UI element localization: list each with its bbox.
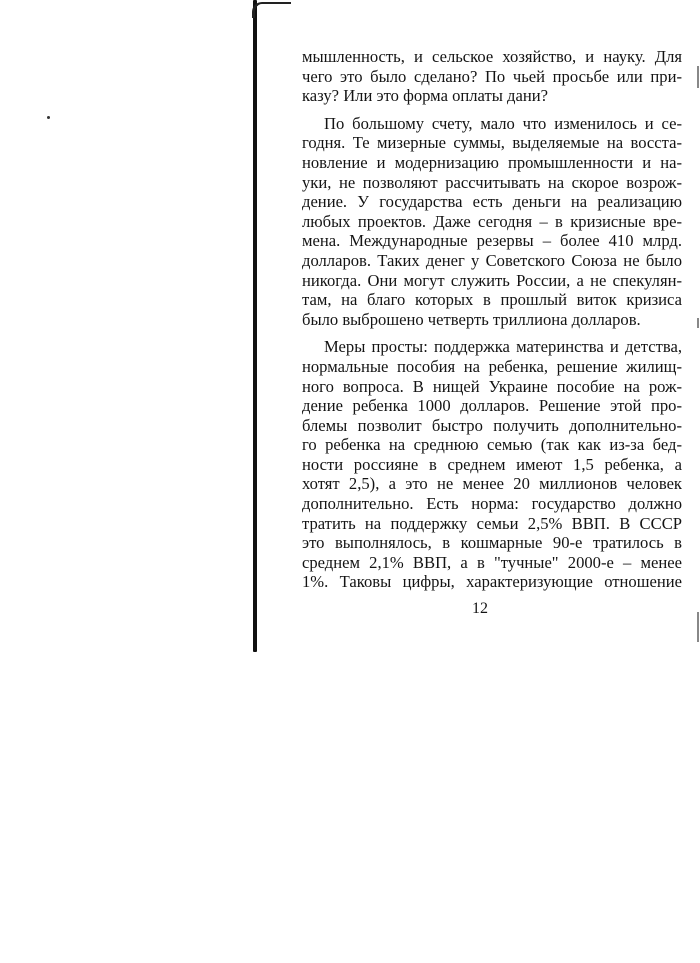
text-line: По большому счету, мало что изменилось и се- xyxy=(324,113,682,133)
text-line: новление и модернизацию промышленности и на- xyxy=(302,152,682,172)
text-line: блемы позволит быстро получить дополнительно- xyxy=(302,415,682,435)
text-line: среднем 2,1% ВВП, а в "тучные" 2000-е – менее xyxy=(302,552,682,572)
text-line: дение ребенка 1000 долларов. Решение этой про- xyxy=(302,396,682,416)
text-line: го ребенка на среднюю семью (так как из-за бед- xyxy=(302,435,682,455)
text-line: там, на благо которых в прошлый виток кризиса xyxy=(302,290,682,310)
binding-edge xyxy=(253,0,257,652)
text-line: тратить на поддержку семьи 2,5% ВВП. В СССР xyxy=(302,513,682,533)
edge-mark xyxy=(697,66,699,88)
text-line: 1%. Таковы цифры, характеризующие отношение xyxy=(302,572,682,592)
text-line: дополнительно. Есть норма: государство должно xyxy=(302,494,682,514)
scan-speck xyxy=(47,116,50,119)
text-line: Меры просты: поддержка материнства и детства, xyxy=(324,337,682,357)
text-line: ного вопроса. В нищей Украине пособие на рож- xyxy=(302,376,682,396)
text-line: дение. У государства есть деньги на реализацию xyxy=(302,192,682,212)
text-line: это выполнялось, в кошмарные 90-е тратилось в xyxy=(302,533,682,553)
binding-curl xyxy=(252,2,291,18)
text-line: было выброшено четверть триллиона долларов. xyxy=(302,309,641,329)
text-line: хотят 2,5), а это не менее 20 миллионов человек xyxy=(302,474,682,494)
text-line: мена. Международные резервы – более 410 млрд. xyxy=(302,231,682,251)
text-line: ности россияне в среднем имеют 1,5 ребенка, а xyxy=(302,454,682,474)
text-line: никогда. Они могут служить России, а не спекулян- xyxy=(302,270,682,290)
text-line: годня. Те мизерные суммы, выделяемые на восста- xyxy=(302,133,682,153)
text-line: чего это было сделано? По чьей просьбе или при- xyxy=(302,66,682,86)
text-line: казу? Или это форма оплаты дани? xyxy=(302,86,548,106)
text-line: мышленность, и сельское хозяйство, и науку. Для xyxy=(302,47,682,66)
body-text xyxy=(302,47,682,592)
text-line: долларов. Таких денег у Советского Союза не было xyxy=(302,250,682,270)
text-line: уки, не позволяют рассчитывать на скорое возрож- xyxy=(302,172,682,192)
edge-mark xyxy=(697,612,699,642)
page-number: 12 xyxy=(472,600,488,617)
edge-mark xyxy=(697,318,699,328)
text-line: любых проектов. Даже сегодня – в кризисные вре- xyxy=(302,211,682,231)
text-line: нормальные пособия на ребенка, решение жилищ- xyxy=(302,356,682,376)
